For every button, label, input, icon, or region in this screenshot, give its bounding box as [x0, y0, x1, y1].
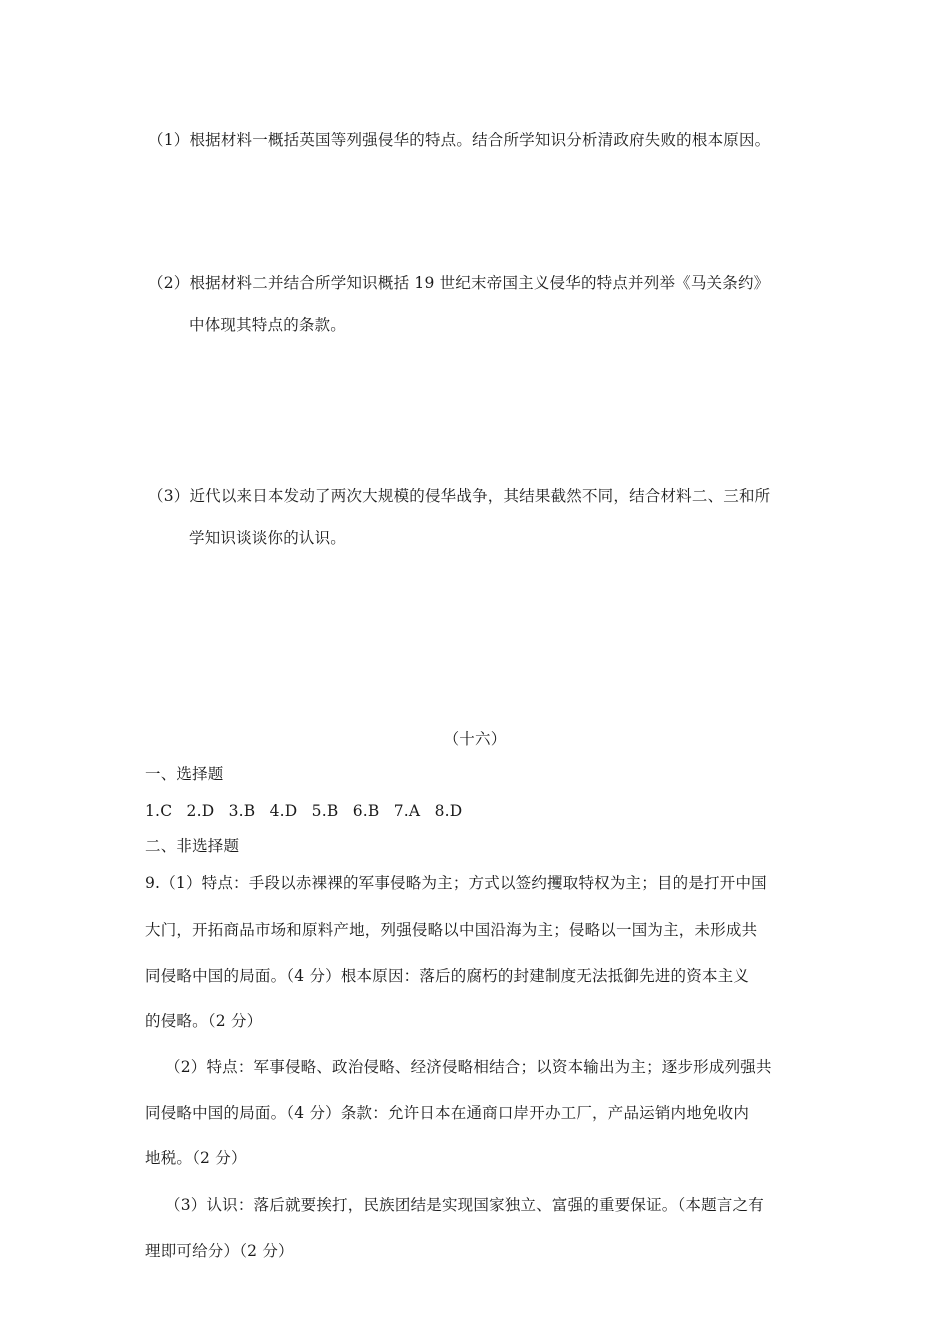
question-3-line-2: 学知识谈谈你的认识。 [189, 529, 347, 547]
answer-1-line-3: 同侵略中国的局面。（4 分）根本原因：落后的腐朽的封建制度无法抵御先进的资本主义 [145, 967, 750, 985]
answer-3-line-1: （3）认识：落后就要挨打，民族团结是实现国家独立、富强的重要保证。（本题言之有 [165, 1196, 764, 1214]
heading-non-choice: 二、非选择题 [145, 837, 240, 855]
answer-2-line-1: （2）特点：军事侵略、政治侵略、经济侵略相结合；以资本输出为主；逐步形成列强共 [165, 1058, 772, 1076]
question-3-line-1: （3）近代以来日本发动了两次大规模的侵华战争，其结果截然不同，结合材料二、三和所 [148, 487, 771, 505]
multiple-choice-answers: 1.C 2.D 3.B 4.D 5.B 6.B 7.A 8.D [145, 802, 463, 820]
answer-2-line-2: 同侵略中国的局面。（4 分）条款：允许日本在通商口岸开办工厂，产品运销内地免收内 [145, 1104, 750, 1122]
answer-1-line-4: 的侵略。（2 分） [145, 1012, 263, 1030]
question-1: （1）根据材料一概括英国等列强侵华的特点。结合所学知识分析清政府失败的根本原因。 [148, 131, 771, 149]
answer-3-line-2: 理即可给分）（2 分） [145, 1242, 294, 1260]
answer-2-line-3: 地税。（2 分） [145, 1149, 247, 1167]
question-2-line-2: 中体现其特点的条款。 [189, 316, 347, 334]
answer-section-title: （十六） [443, 730, 507, 748]
heading-multiple-choice: 一、选择题 [145, 765, 224, 783]
question-2-line-1: （2）根据材料二并结合所学知识概括 19 世纪末帝国主义侵华的特点并列举《马关条约》 [148, 274, 770, 292]
answer-1-line-2: 大门，开拓商品市场和原料产地，列强侵略以中国沿海为主；侵略以一国为主，未形成共 [145, 921, 758, 939]
answer-1-line-1: 9.（1）特点：手段以赤裸裸的军事侵略为主；方式以签约攫取特权为主；目的是打开中国 [145, 874, 767, 892]
